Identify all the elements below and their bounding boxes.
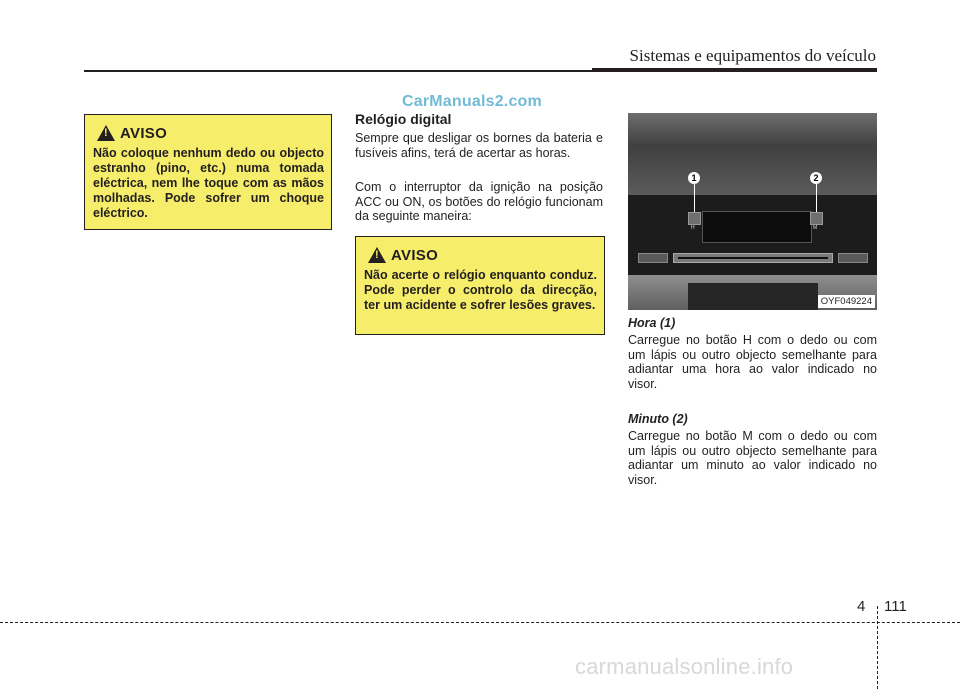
footer-rule (0, 622, 960, 623)
left-side-button (638, 253, 668, 263)
right-side-button (838, 253, 868, 263)
header-title: Sistemas e equipamentos do veículo (629, 46, 876, 65)
callout-2: 2 (810, 172, 822, 184)
lower-screen (688, 283, 818, 310)
callout-line-2 (816, 184, 817, 212)
hour-title: Hora (1) (628, 316, 676, 330)
warning-title: AVISO (120, 124, 168, 142)
minute-button-label: M (813, 225, 818, 231)
footer-divider (877, 606, 879, 689)
hour-body: Carregue no botão H com o dedo ou com um lápis ou outro objecto semelhante para adiantar uma hora ao valor indicado no visor. (628, 333, 877, 391)
cd-slot-opening (678, 257, 828, 259)
dashboard-panel (628, 113, 877, 195)
minute-title: Minuto (2) (628, 412, 688, 426)
minute-button (810, 212, 823, 225)
clock-display (702, 211, 812, 243)
callout-line-1 (694, 184, 695, 212)
warning-triangle-icon: ! (368, 247, 386, 263)
hour-button-label: H (691, 225, 695, 231)
warning-box-left (84, 114, 332, 230)
warning-header (93, 122, 324, 144)
section-title: Relógio digital (355, 111, 452, 127)
chapter-number: 4 (857, 598, 866, 615)
section-paragraph-1: Sempre que desligar os bornes da bateria e fusíveis afins, terá de acertar as horas. (355, 131, 603, 160)
warning-header (364, 244, 597, 266)
figure-code: OYF049224 (818, 295, 875, 308)
warning-triangle-icon: ! (97, 125, 115, 141)
warning-box-middle (355, 236, 605, 335)
minute-body: Carregue no botão M com o dedo ou com um lápis ou outro objecto semelhante para adiantar um minuto ao valor indicado no visor. (628, 429, 877, 487)
warning-title: AVISO (391, 246, 439, 264)
clock-photo (628, 113, 877, 310)
callout-1: 1 (688, 172, 700, 184)
page-number: 111 (884, 598, 907, 615)
watermark-bottom: carmanualsonline.info (575, 654, 794, 679)
section-paragraph-2: Com o interruptor da ignição na posição ACC ou ON, os botões do relógio funcionam da seguinte maneira: (355, 180, 603, 223)
header-rule (84, 70, 592, 72)
hour-button (688, 212, 701, 225)
watermark-top: CarManuals2.com (402, 93, 542, 110)
header-rule-thick (592, 68, 877, 72)
warning-body: Não acerte o relógio enquanto conduz. Pode perder o controlo da direcção, ter um acidente e sofrer lesões graves. (364, 268, 597, 312)
warning-body: Não coloque nenhum dedo ou objecto estranho (pino, etc.) numa tomada eléctrica, nem lhe toque com as mãos molhadas. Pode sofrer um choque eléctrico. (93, 146, 324, 220)
